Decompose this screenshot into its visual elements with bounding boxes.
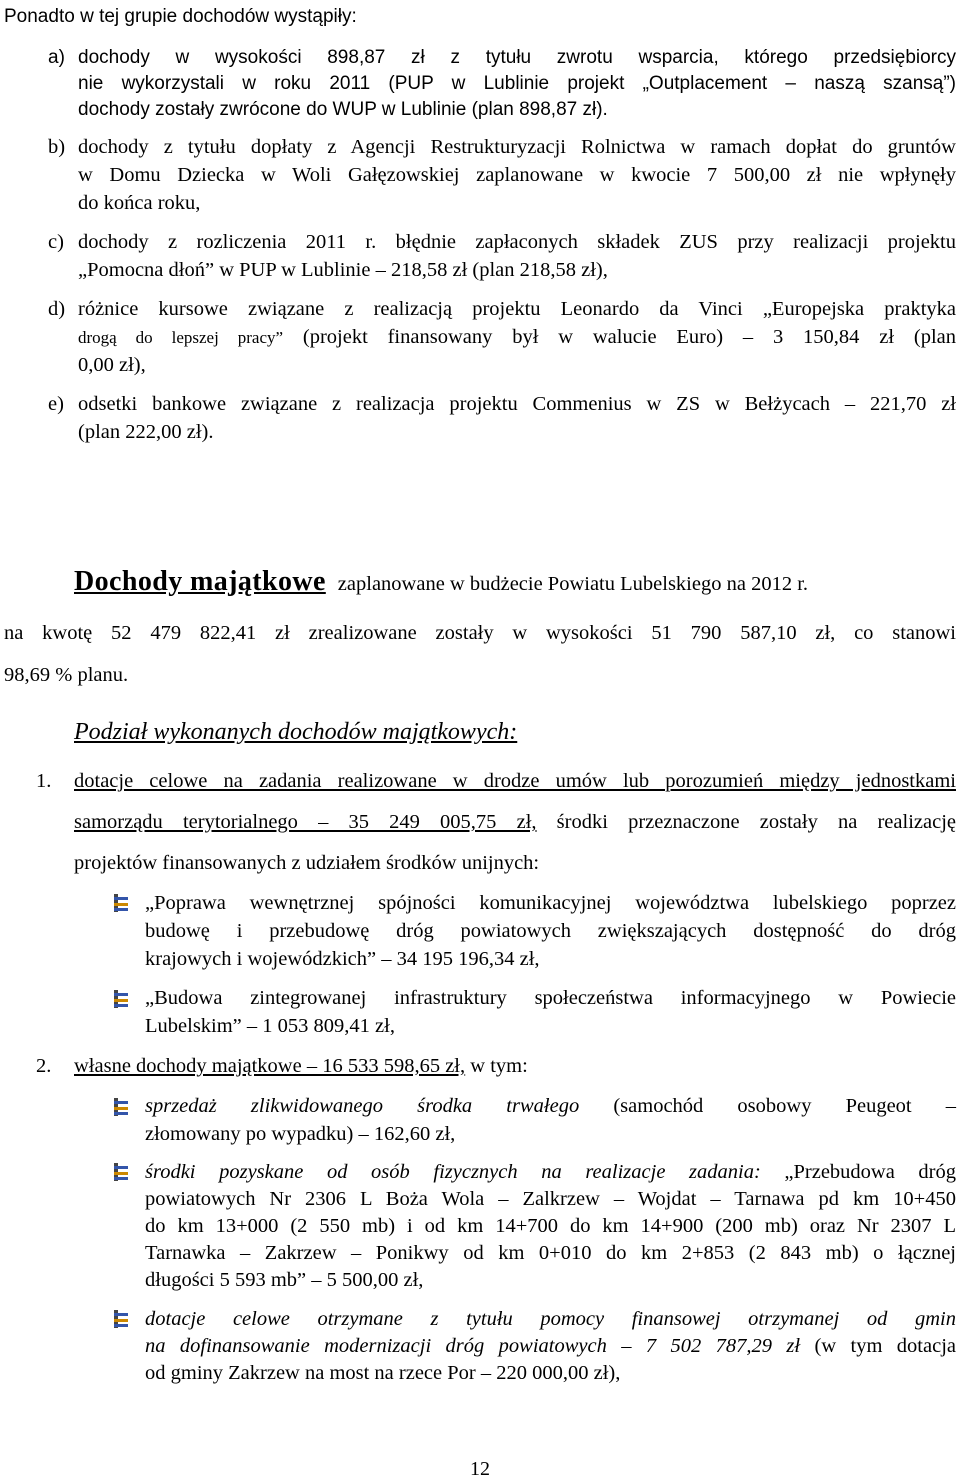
- bullet-1-1-line-3: krajowych i wojewódzkich” – 34 195 196,34 zł,: [145, 948, 540, 970]
- bullet-2-2-line-3: do km 13+000 (2 550 mb) i od km 14+700 do km 14+900 (200 mb) oraz Nr 2307 L: [145, 1215, 956, 1237]
- item-e-line-1: odsetki bankowe związane z realizacja projektu Commenius w ZS w Bełżycach – 221,70 zł: [78, 393, 956, 415]
- bullet-2-3-line-1: dotacje celowe otrzymane z tytułu pomocy finansowej otrzymanej od gmin: [145, 1308, 956, 1330]
- bullet-icon: [110, 1163, 132, 1181]
- page-number: 12: [470, 1458, 490, 1480]
- item-b-line-2: w Domu Dziecka w Woli Gałęzowskiej zaplanowane w kwocie 7 500,00 zł nie wpłynęły: [78, 164, 956, 186]
- item-e-line-2: (plan 222,00 zł).: [78, 421, 214, 443]
- item-d-line-2-small: drogą do lepszej pracy”: [78, 328, 284, 347]
- item-e-marker: e): [48, 393, 64, 415]
- item-c-line-2: „Pomocna dłoń” w PUP w Lublinie – 218,58 zł (plan 218,58 zł),: [78, 259, 608, 281]
- list-2-marker: 2.: [36, 1055, 52, 1077]
- list-1-line-2-underlined: samorządu terytorialnego – 35 249 005,75 zł,: [74, 811, 537, 833]
- item-b-line-3: do końca roku,: [78, 192, 201, 214]
- item-c-line-1: dochody z rozliczenia 2011 r. błędnie zapłaconych składek ZUS przy realizacji projektu: [78, 231, 956, 253]
- item-d-line-3: 0,00 zł),: [78, 354, 146, 376]
- item-a-line-1: dochody w wysokości 898,87 zł z tytułu zwrotu wsparcia, którego przedsiębiorcy: [78, 47, 956, 68]
- section-para-line-2: 98,69 % planu.: [4, 664, 129, 686]
- bullet-2-3-italic: na dofinansowanie modernizacji dróg powiatowych – 7 502 787,29 zł: [145, 1335, 801, 1357]
- intro-text: Ponadto w tej grupie dochodów wystąpiły:: [4, 6, 357, 27]
- item-b-line-1: dochody z tytułu dopłaty z Agencji Restrukturyzacji Rolnictwa w ramach dopłat do gruntów: [78, 136, 956, 158]
- item-d-line-1: różnice kursowe związane z realizacją projektu Leonardo da Vinci „Europejska praktyka: [78, 298, 956, 320]
- bullet-1-2-line-2: Lubelskim” – 1 053 809,41 zł,: [145, 1015, 395, 1037]
- bullet-2-2-line-5: długości 5 593 mb” – 5 500,00 zł,: [145, 1269, 424, 1291]
- item-a-line-2: nie wykorzystali w roku 2011 (PUP w Lublinie projekt „Outplacement – naszą szansą”): [78, 73, 956, 94]
- bullet-2-3-line-3: od gminy Zakrzew na most na rzece Por – 220 000,00 zł),: [145, 1362, 621, 1384]
- bullet-2-2-italic: środki pozyskane od osób fizycznych na realizacje zadania:: [145, 1161, 761, 1183]
- bullet-2-3-rest: (w tym dotacja: [814, 1335, 956, 1357]
- list-2-heading-underlined: własne dochody majątkowe – 16 533 598,65 zł,: [74, 1055, 466, 1077]
- bullet-2-3-line-2: [145, 1335, 956, 1358]
- item-d-line-2: [78, 326, 956, 349]
- list-1-marker: 1.: [36, 770, 52, 792]
- bullet-2-1-italic: sprzedaż zlikwidowanego środka trwałego: [145, 1095, 580, 1117]
- section-heading: [74, 566, 954, 598]
- section-para-line-1: na kwotę 52 479 822,41 zł zrealizowane zostały w wysokości 51 790 587,10 zł, co stanowi: [4, 622, 956, 644]
- bullet-1-1-line-2: budowę i przebudowę dróg powiatowych zwiększających dostępność do dróg: [145, 920, 956, 942]
- item-b-marker: b): [48, 136, 66, 158]
- list-1-line-3: projektów finansowanych z udziałem środków unijnych:: [74, 852, 540, 874]
- item-c-marker: c): [48, 231, 64, 253]
- bullet-2-2-line-4: Tarnawka – Zakrzew – Ponikwy od km 0+010 do km 2+853 (2 843 mb) o łącznej: [145, 1242, 956, 1264]
- item-a-marker: a): [48, 47, 65, 68]
- bullet-icon: [110, 1310, 132, 1328]
- bullet-1-1-line-1: „Poprawa wewnętrznej spójności komunikacyjnej województwa lubelskiego poprzez: [145, 892, 956, 914]
- bullet-icon: [110, 1098, 132, 1116]
- item-d-line-2-rest: (projekt finansowany był w walucie Euro) – 3 150,84 zł (plan: [302, 326, 957, 348]
- bullet-2-1-line-1: [145, 1095, 956, 1118]
- bullet-icon: [110, 990, 132, 1008]
- section-subheading: Podział wykonanych dochodów majątkowych:: [74, 719, 518, 745]
- list-1-line-2: [74, 811, 956, 834]
- bullet-2-1-line-2: złomowany po wypadku) – 162,60 zł,: [145, 1123, 456, 1145]
- bullet-2-1-rest: (samochód osobowy Peugeot –: [613, 1095, 957, 1117]
- bullet-1-2-line-1: „Budowa zintegrowanej infrastruktury społeczeństwa informacyjnego w Powiecie: [145, 987, 956, 1009]
- list-1-line-1: dotacje celowe na zadania realizowane w drodze umów lub porozumień między jednostkami: [74, 770, 956, 792]
- bullet-2-2-line-1: [145, 1161, 956, 1184]
- item-d-marker: d): [48, 298, 66, 320]
- list-1-line-2-rest: środki przeznaczone zostały na realizację: [556, 811, 956, 833]
- list-2-heading-rest: w tym:: [465, 1055, 528, 1077]
- section-heading-bold: Dochody majątkowe: [74, 566, 326, 597]
- section-heading-rest: zaplanowane w budżecie Powiatu Lubelskiego na 2012 r.: [337, 573, 809, 595]
- bullet-icon: [110, 894, 132, 912]
- item-a-line-3: dochody zostały zwrócone do WUP w Lublinie (plan 898,87 zł).: [78, 99, 608, 120]
- list-2-heading: [74, 1055, 528, 1078]
- bullet-2-2-line-2: powiatowych Nr 2306 L Boża Wola – Zalkrzew – Wojdat – Tarnawa pd km 10+450: [145, 1188, 956, 1210]
- bullet-2-2-rest: „Przebudowa dróg: [784, 1161, 956, 1183]
